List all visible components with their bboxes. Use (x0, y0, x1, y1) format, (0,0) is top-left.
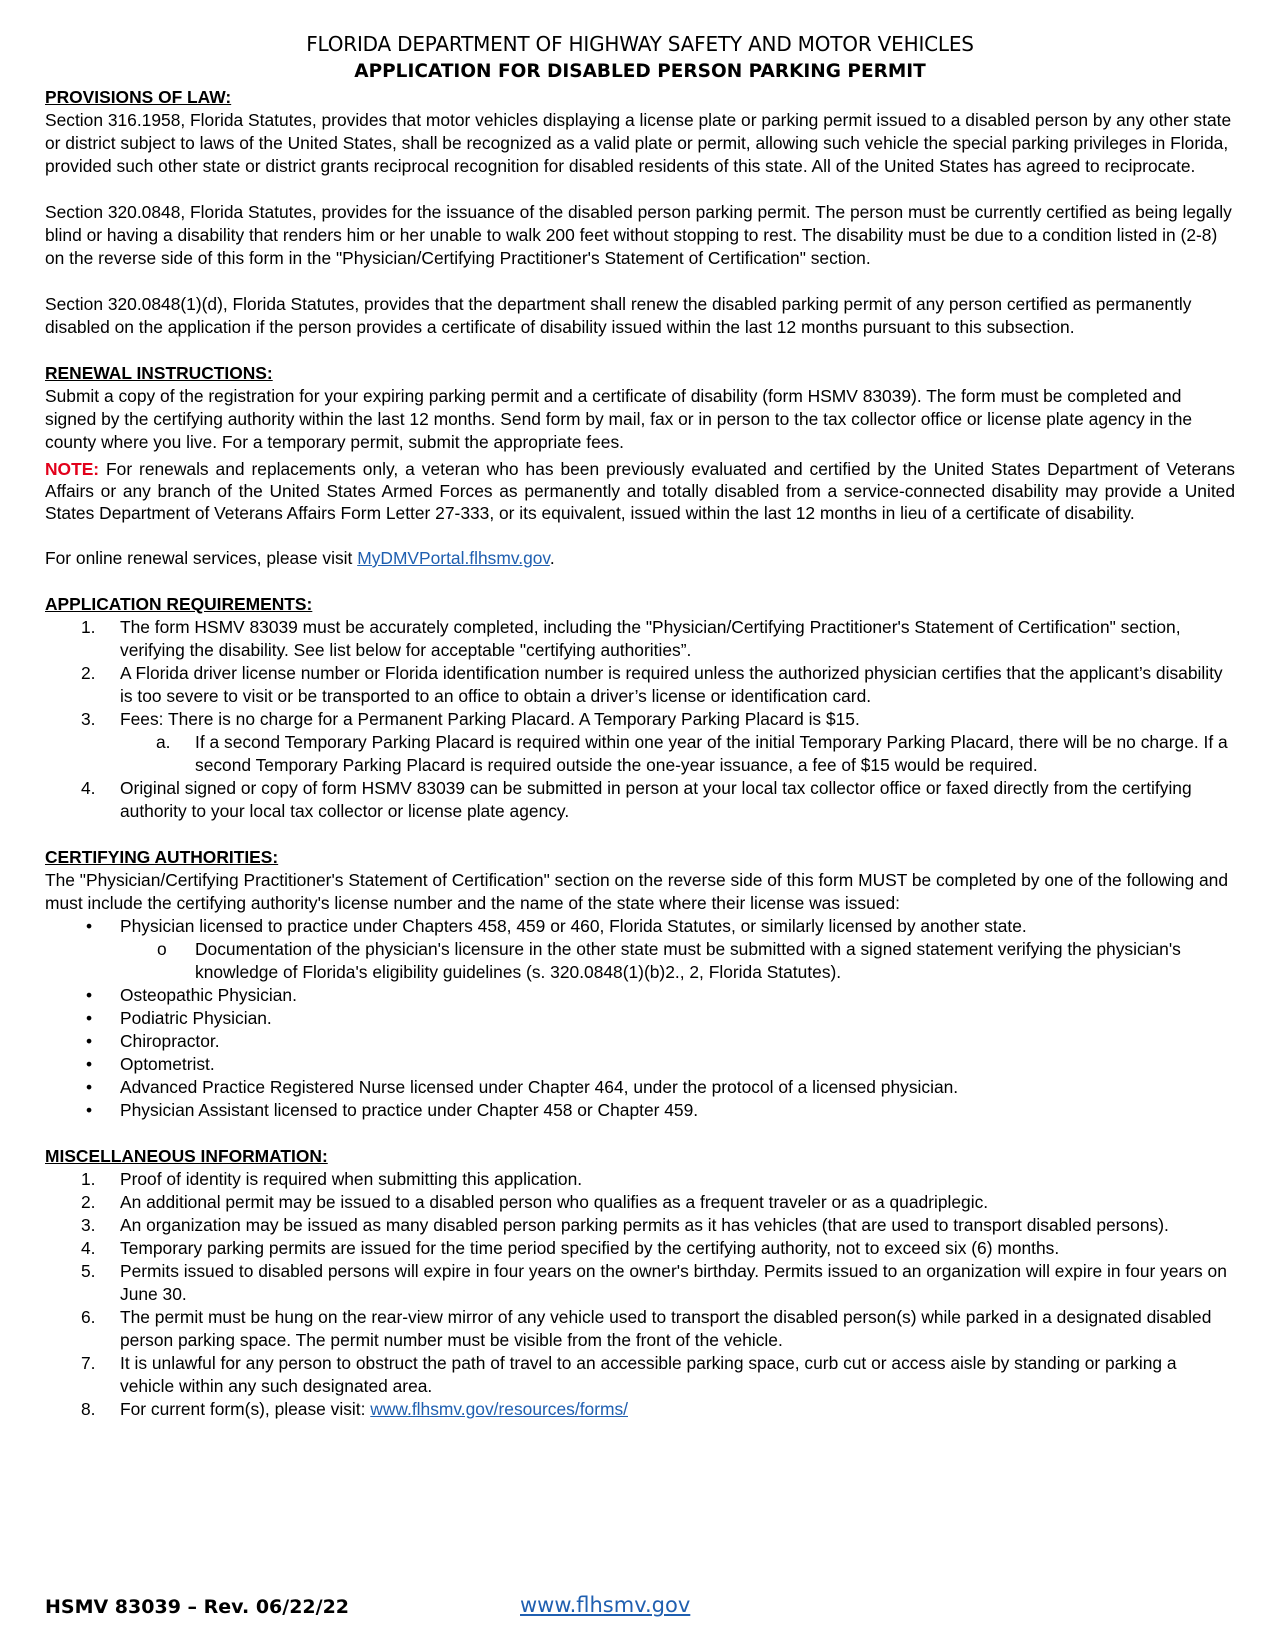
bullet-icon: • (86, 916, 93, 936)
footer (45, 1593, 1235, 1626)
item-text: A Florida driver license number or Florida identification number is required unless the authorized physician certifies that the applicant’s disability is too severe to visit or be transported to an office to obtain a driver’s license or identification card. (120, 663, 1223, 706)
item-text: Permits issued to disabled persons will expire in four years on the owner's birthday. Permits issued to an organization will expire in four years on June 30. (120, 1261, 1227, 1304)
bullet-icon: • (86, 1031, 93, 1051)
sub-item-text: Documentation of the physician's licensure in the other state must be submitted with a signed statement verifying the physician's knowledge of Florida's eligibility guidelines (s. 320.0848(1)(b)2., 2, Florida Statutes). (195, 939, 1181, 982)
authorities-intro: The "Physician/Certifying Practitioner's Statement of Certification" section on the reverse side of this form MUST be completed by one of the following and must include the certifying authority's license number and the name of the state where their license was issued: (45, 870, 1229, 913)
bullet-item (45, 915, 1235, 938)
list-item (45, 1214, 1235, 1237)
item-number: 2. (81, 663, 96, 683)
renewal-text: Submit a copy of the registration for your expiring parking permit and a certificate of disability (form HSMV 83039). The form must be completed and signed by the certifying authority within the last 12 months. Send form by mail, fax or in person to the tax collector office or license plate agency in the county where you live. For a temporary permit, submit the appropriate fees. (45, 386, 1193, 452)
item-text: Advanced Practice Registered Nurse licensed under Chapter 464, under the protocol of a licensed physician. (120, 1077, 959, 1097)
bullet-item (45, 1099, 1235, 1122)
list-item (45, 1398, 1235, 1421)
authorities-heading: CERTIFYING AUTHORITIES: (45, 847, 279, 867)
online-renewal-suffix: . (549, 548, 555, 568)
website-link[interactable]: www.flhsmv.gov (520, 1593, 691, 1617)
provision-paragraph: Section 320.0848, Florida Statutes, provides for the issuance of the disabled person parking permit. The person must be currently certified as being legally blind or having a disability that renders him or her unable to walk 200 feet without stopping to rest. The disability must be due to a condition listed in (2-8) on the reverse side of this form in the "Physician/Certifying Practitioner's Statement of Certification" section. (45, 202, 1232, 268)
online-renewal-prefix: For online renewal services, please visit (45, 548, 358, 568)
mydmvportal-link[interactable]: MyDMVPortal.flhsmv.gov (357, 548, 550, 568)
bullet-icon: • (86, 1054, 93, 1074)
item-number: 4. (81, 1238, 96, 1258)
bullet-icon: • (86, 985, 93, 1005)
renewal-heading: RENEWAL INSTRUCTIONS: (45, 363, 273, 383)
item-text: Podiatric Physician. (120, 1008, 272, 1028)
list-item (45, 662, 1235, 708)
misc-heading: MISCELLANEOUS INFORMATION: (45, 1146, 328, 1166)
item-text: Original signed or copy of form HSMV 83039 can be submitted in person at your local tax collector office or faxed directly from the certifying authority to your local tax collector or license plate agency. (120, 778, 1192, 821)
item-text: Proof of identity is required when submitting this application. (120, 1169, 583, 1189)
item-number: 2. (81, 1192, 96, 1212)
form-content (45, 30, 1235, 1421)
list-item (45, 708, 1235, 731)
sub-item-text: If a second Temporary Parking Placard is required within one year of the initial Temporary Parking Placard, there will be no charge. If a second Temporary Parking Placard is required outside the one-year issuance, a fee of $15 would be required. (195, 732, 1228, 775)
circle-bullet-icon: o (157, 939, 167, 959)
item-number: 4. (81, 778, 96, 798)
department-title: FLORIDA DEPARTMENT OF HIGHWAY SAFETY AND MOTOR VEHICLES (306, 32, 974, 56)
item-number: 1. (81, 1169, 96, 1189)
list-item (45, 777, 1235, 823)
bullet-icon: • (86, 1100, 93, 1120)
item-number: 7. (81, 1353, 96, 1373)
note-label: NOTE: (45, 459, 100, 479)
bullet-icon: • (86, 1077, 93, 1097)
online-renewal-line (45, 547, 1235, 570)
item-text: The form HSMV 83039 must be accurately completed, including the "Physician/Certifying Practitioner's Statement of Certification" section, verifying the disability. See list below for acceptable "certifying authorities”. (120, 617, 1181, 660)
item-number: 1. (81, 617, 96, 637)
item-text: Temporary parking permits are issued for the time period specified by the certifying authority, not to exceed six (6) months. (120, 1238, 1060, 1258)
item-number: 3. (81, 709, 96, 729)
item-text: Osteopathic Physician. (120, 985, 297, 1005)
provision-paragraph: Section 320.0848(1)(d), Florida Statutes, provides that the department shall renew the disabled parking permit of any person certified as permanently disabled on the application if the person provides a certificate of disability issued within the last 12 months pursuant to this subsection. (45, 294, 1192, 337)
item-text: Fees: There is no charge for a Permanent Parking Placard. A Temporary Parking Placard is $15. (120, 709, 860, 729)
item-text: Chiropractor. (120, 1031, 220, 1051)
item-number: 6. (81, 1307, 96, 1327)
sub-list-item (45, 731, 1235, 777)
note-text: For renewals and replacements only, a veteran who has been previously evaluated and certified by the United States Department of Veterans Affairs or any branch of the United States Armed Forces as permanently and totally disabled from a service-connected disability may provide a United States Department of Veterans Affairs Form Letter 27-333, or its equivalent, issued within the last 12 months in lieu of a certificate of disability. (45, 459, 1235, 523)
form-code: HSMV 83039 – Rev. 06/22/22 (45, 1596, 350, 1618)
list-item (45, 616, 1235, 662)
form-title: APPLICATION FOR DISABLED PERSON PARKING PERMIT (354, 61, 926, 82)
list-item (45, 1260, 1235, 1306)
forms-link[interactable]: www.flhsmv.gov/resources/forms/ (370, 1399, 628, 1419)
bullet-item (45, 1053, 1235, 1076)
list-item (45, 1168, 1235, 1191)
item-text: An additional permit may be issued to a disabled person who qualifies as a frequent traveler or as a quadriplegic. (120, 1192, 989, 1212)
requirements-heading: APPLICATION REQUIREMENTS: (45, 594, 313, 614)
bullet-icon: • (86, 1008, 93, 1028)
sub-bullet-item (45, 938, 1235, 984)
bullet-item (45, 984, 1235, 1007)
bullet-item (45, 1007, 1235, 1030)
item-number: 5. (81, 1261, 96, 1281)
item-text: Optometrist. (120, 1054, 215, 1074)
item-text: For current form(s), please visit: (120, 1399, 371, 1419)
item-text: It is unlawful for any person to obstruct the path of travel to an accessible parking space, curb cut or access aisle by standing or parking a vehicle within any such designated area. (120, 1353, 1177, 1396)
item-text: An organization may be issued as many disabled person parking permits as it has vehicles (that are used to transport disabled persons). (120, 1215, 1169, 1235)
list-item (45, 1237, 1235, 1260)
provision-paragraph: Section 316.1958, Florida Statutes, provides that motor vehicles displaying a license plate or parking permit issued to a disabled person by any other state or district subject to laws of the United States, shall be recognized as a valid plate or permit, allowing such vehicle the special parking privileges in Florida, provided such other state or district grants reciprocal recognition for disabled residents of this state. All of the United States has agreed to reciprocate. (45, 110, 1232, 176)
item-number: 3. (81, 1215, 96, 1235)
provisions-heading: PROVISIONS OF LAW: (45, 87, 232, 107)
bullet-item (45, 1030, 1235, 1053)
list-item (45, 1352, 1235, 1398)
veteran-note (45, 458, 1235, 524)
item-text: Physician licensed to practice under Chapters 458, 459 or 460, Florida Statutes, or similarly licensed by another state. (120, 916, 1027, 936)
item-text: Physician Assistant licensed to practice under Chapter 458 or Chapter 459. (120, 1100, 699, 1120)
item-text: The permit must be hung on the rear-view mirror of any vehicle used to transport the disabled person(s) while parked in a designated disabled person parking space. The permit number must be visible from the front of the vehicle. (120, 1307, 1212, 1350)
list-item (45, 1306, 1235, 1352)
list-item (45, 1191, 1235, 1214)
sub-item-letter: a. (156, 732, 171, 752)
item-number: 8. (81, 1399, 96, 1419)
bullet-item (45, 1076, 1235, 1099)
